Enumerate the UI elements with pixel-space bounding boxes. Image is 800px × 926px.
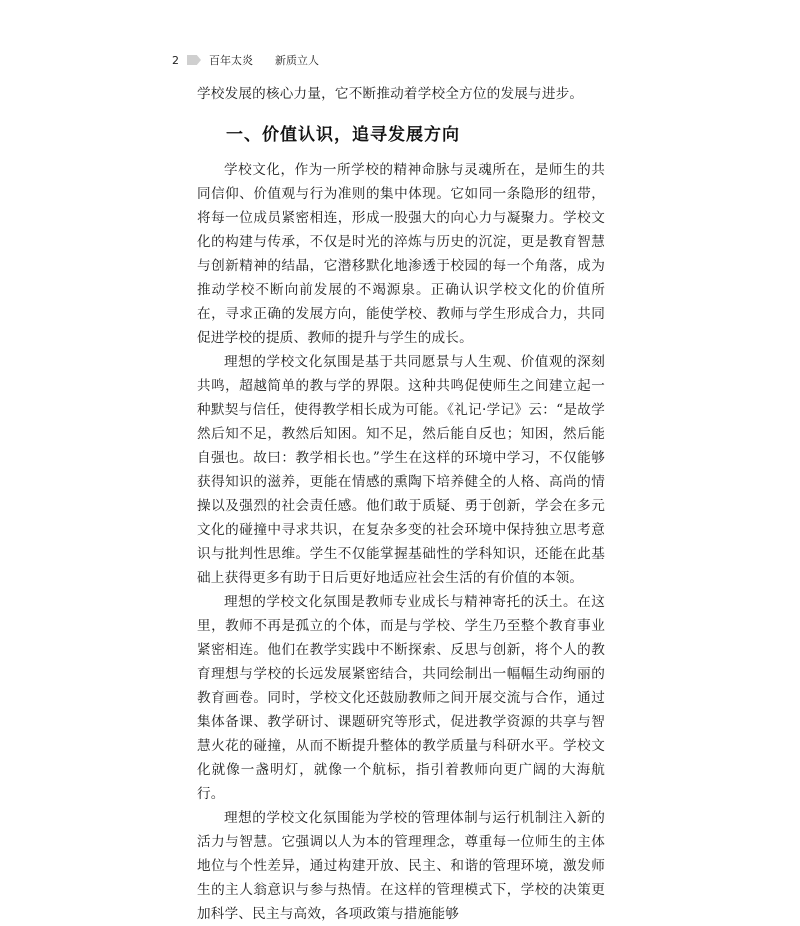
paragraph-1: 学校文化，作为一所学校的精神命脉与灵魂所在，是师生的共同信仰、价值观与行为准则的集中体现。它如同一条隐形的纽带，将每一位成员紧密相连，形成一股强大的向心力与凝聚力。学校文化的构建与传承，不仅是时光的淬炼与历史的沉淀，更是教育智慧与创新精神的结晶，它潜移默化地渗透于校园的每一个角落，成为推动学校不断向前发展的不竭源泉。正确认识学校文化的价值所在，寻求正确的发展方向，能使学校、教师与学生形成合力，共同促进学校的提质、教师的提升与学生的成长。: [197, 162, 605, 346]
paragraph-4: 理想的学校文化氛围能为学校的管理体制与运行机制注入新的活力与智慧。它强调以人为本的管理理念，尊重每一位师生的主体地位与个性差异，通过构建开放、民主、和谐的管理环境，激发师生的主人翁意识与参与热情。在这样的管理模式下，学校的决策更加科学、民主与高效，各项政策与措施能够: [197, 810, 605, 922]
continued-paragraph: [197, 82, 605, 106]
lead-sentence: 学校发展的核心力量，它不断推动着学校全方位的发展与进步。: [197, 86, 584, 102]
header-marker-icon: [187, 55, 201, 65]
book-title: 百年太炎: [209, 54, 253, 67]
page-number: 2: [172, 53, 179, 67]
book-subtitle: 新质立人: [275, 54, 319, 67]
paragraph-2: 理想的学校文化氛围是基于共同愿景与人生观、价值观的深刻共鸣，超越简单的教与学的界限。这种共鸣促使师生之间建立起一种默契与信任，使得教学相长成为可能。《礼记·学记》云：“是故学然后知不足，教然后知困。知不足，然后能自反也；知困，然后能自强也。故曰：教学相长也。”学生在这样的环境中学习，不仅能够获得知识的滋养，更能在情感的熏陶下培养健全的人格、高尚的情操以及强烈的社会责任感。他们敢于质疑、勇于创新，学会在多元文化的碰撞中寻求共识，在复杂多变的社会环境中保持独立思考意识与批判性思维。学生不仅能掌握基础性的学科知识，还能在此基础上获得更多有助于日后更好地适应社会生活的有价值的本领。: [197, 354, 605, 586]
paragraph-3: 理想的学校文化氛围是教师专业成长与精神寄托的沃土。在这里，教师不再是孤立的个体，而是与学校、学生乃至整个教育事业紧密相连。他们在教学实践中不断探索、反思与创新，将个人的教育理想与学校的长远发展紧密结合，共同绘制出一幅幅生动绚丽的教育画卷。同时，学校文化还鼓励教师之间开展交流与合作，通过集体备课、教学研讨、课题研究等形式，促进教学资源的共享与智慧火花的碰撞，从而不断提升整体的教学质量与科研水平。学校文化就像一盏明灯，就像一个航标，指引着教师向更广阔的大海航行。: [197, 594, 605, 802]
section-heading: 一、价值认识，追寻发展方向: [226, 125, 460, 145]
running-header: [172, 52, 319, 68]
section-body: [197, 158, 605, 926]
